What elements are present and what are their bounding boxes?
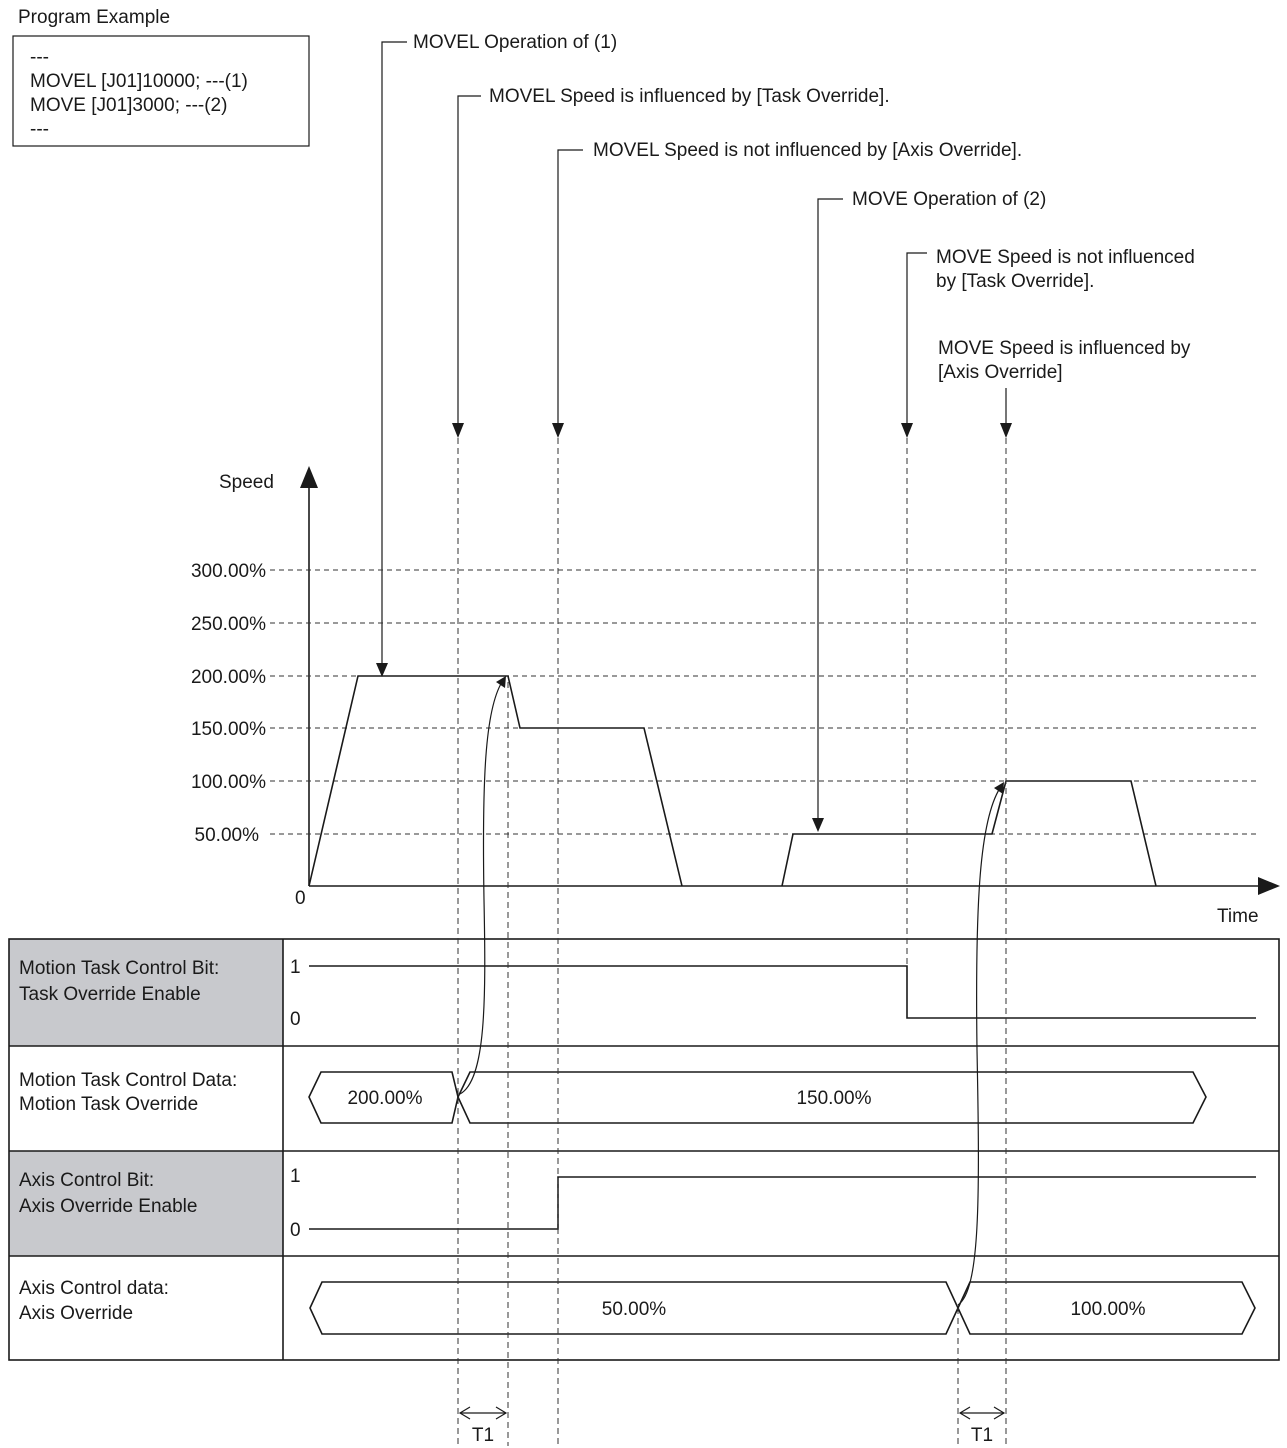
signal-label: Axis Control Bit: bbox=[19, 1170, 155, 1191]
time-reference-lines bbox=[458, 438, 1006, 1446]
task-override-enable-waveform bbox=[309, 966, 1256, 1018]
program-line: --- bbox=[30, 47, 49, 68]
signal-table bbox=[9, 939, 1279, 1360]
callout-move-axis-influenced bbox=[938, 338, 1191, 438]
bit-low-label: 0 bbox=[290, 1009, 301, 1030]
t1-marker bbox=[460, 1407, 506, 1446]
axis-override-enable-waveform bbox=[309, 1177, 1256, 1229]
bit-high-label: 1 bbox=[290, 957, 301, 978]
callout-label: MOVE Speed is not influenced bbox=[936, 247, 1195, 268]
callout-label: MOVEL Operation of (1) bbox=[413, 32, 618, 53]
origin-label: 0 bbox=[295, 888, 306, 909]
task-override-value-a: 200.00% bbox=[347, 1088, 423, 1109]
callout-movel-operation bbox=[376, 32, 617, 677]
program-line: MOVE [J01]3000; ---(2) bbox=[30, 95, 228, 116]
x-axis-label: Time bbox=[1217, 906, 1259, 927]
y-tick-label: 100.00% bbox=[190, 772, 266, 793]
y-tick-label: 200.00% bbox=[190, 667, 266, 688]
arrowhead bbox=[496, 676, 506, 688]
callout-label: MOVEL Speed is not influenced by [Axis Override]. bbox=[593, 140, 1023, 161]
callout-label: MOVE Speed is influenced by bbox=[938, 338, 1191, 359]
callout-movel-task-influenced bbox=[452, 86, 890, 438]
bit-high-label: 1 bbox=[290, 1166, 301, 1187]
y-tick-label: 250.00% bbox=[190, 614, 266, 635]
signal-label: Task Override Enable bbox=[19, 984, 201, 1005]
y-axis-arrow bbox=[300, 466, 318, 488]
signal-label: Motion Task Control Data: bbox=[19, 1070, 238, 1091]
callout-label: MOVEL Speed is influenced by [Task Override]. bbox=[489, 86, 890, 107]
signal-label: Motion Task Control Bit: bbox=[19, 958, 220, 979]
task-override-influence-arrow bbox=[460, 682, 502, 1094]
t1-marker bbox=[960, 1407, 1004, 1446]
program-line: MOVEL [J01]10000; ---(1) bbox=[30, 71, 248, 92]
t1-label: T1 bbox=[970, 1425, 994, 1446]
program-line: --- bbox=[30, 119, 49, 140]
axis-override-value-b: 100.00% bbox=[1070, 1299, 1146, 1320]
arrowhead bbox=[994, 782, 1004, 794]
speed-chart bbox=[191, 466, 1280, 1305]
axis-override-value-a: 50.00% bbox=[601, 1299, 667, 1320]
y-tick-label: 150.00% bbox=[190, 719, 266, 740]
y-tick-label: 300.00% bbox=[190, 561, 266, 582]
callout-label: MOVE Operation of (2) bbox=[852, 189, 1047, 210]
t1-label: T1 bbox=[471, 1425, 495, 1446]
callout-label: [Axis Override] bbox=[938, 362, 1063, 383]
signal-label: Axis Override bbox=[19, 1303, 134, 1324]
program-example-title: Program Example bbox=[18, 7, 171, 28]
callout-label: by [Task Override]. bbox=[936, 271, 1095, 292]
bit-low-label: 0 bbox=[290, 1220, 301, 1241]
x-axis-arrow bbox=[1258, 877, 1280, 895]
y-tick-label: 50.00% bbox=[194, 825, 259, 846]
y-axis-label: Speed bbox=[219, 472, 274, 493]
task-override-value-b: 150.00% bbox=[796, 1088, 872, 1109]
signal-label: Axis Control data: bbox=[19, 1278, 169, 1299]
signal-label: Axis Override Enable bbox=[19, 1196, 198, 1217]
signal-label: Motion Task Override bbox=[19, 1094, 199, 1115]
